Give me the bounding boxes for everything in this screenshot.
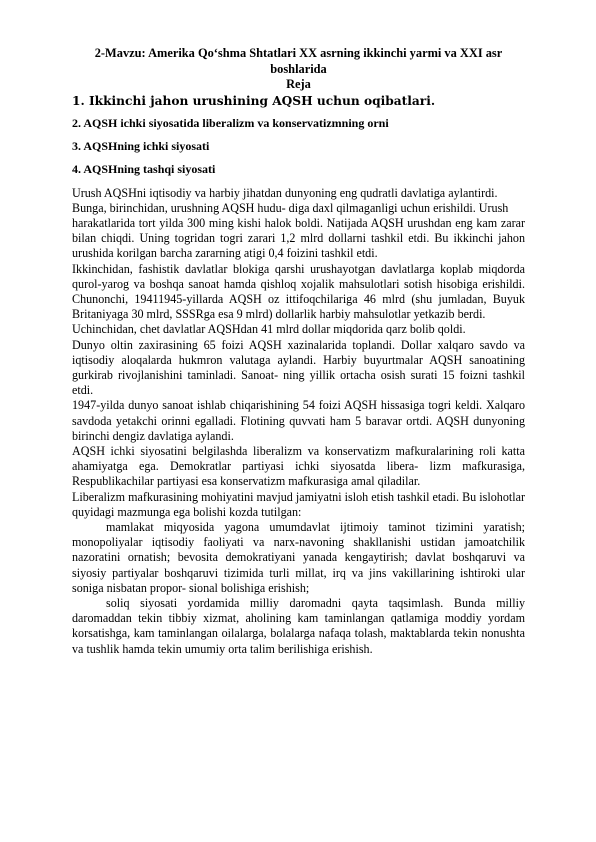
paragraph: mamlakat miqyosida yagona umumdavlat ijtimoiy taminot tizimini yaratish; monopoliyalar iqtisodiy faoliyati va narx-navoning shakllanishi ustidan jamoatchilik nazoratini ornatish; bevosita demokratiyani yanada kengaytirish; davlat boshqaruvi va siyosiy partiyalar boshqaruvi tizimida turli millat, irq va jins vakillarining ishtiroki ular soniga nisbatan propor- sional bolishiga erishish; (72, 520, 525, 595)
outline-item-1: 1. Ikkinchi jahon urushining AQSH uchun oqibatlari. (72, 93, 436, 108)
paragraph: harakatlarida tort yilda 300 ming kishi halok boldi. Natijada AQSH urushdan eng kam zarar bilan chiqdi. Uning togridan togri zarari 1,2 mlrd dollarni tashkil etdi. Bu ikkinchi jahon urushida korilgan barcha zararning atigi 0,4 foizini tashkil etdi. (72, 215, 525, 261)
document-title: 2-Mavzu: Amerika Qo‘shma Shtatlari XX asrning ikkinchi yarmi va XXI asr boshlarida (94, 46, 503, 76)
paragraph: Liberalizm mafkurasining mohiyatini mavjud jamiyatni isloh etish tashkil etadi. Bu islohotlar quyidagi mazmunga ega bolishi kozda tutilgan: (72, 489, 525, 519)
paragraph: Ikkinchidan, fashistik davlatlar blokiga qarshi urushayotgan davlatlarga koplab miqdorda qurol-yarog va boshqa sanoat hamda qishloq xojalik mahsulotlari sotish hisobiga erishildi. Chunonchi, 19411945-yillarda AQSH oz ittifoqchilariga 46 mlrd (shu jumladan, Buyuk Britaniyaga 30 mlrd, SSSRga esa 9 mlrd) dollarlik harbiy mahsulotlar yetkazib berdi. (72, 261, 525, 322)
paragraph: Uchinchidan, chet davlatlar AQSHdan 41 mlrd dollar miqdorida qarz bolib qoldi. (72, 322, 466, 337)
paragraph: AQSH ichki siyosatini belgilashda liberalizm va konservatizm mafkuralarining roli katta ahamiyatga ega. Demokratlar partiyasi ichki siyosatda libera- lizm mafkurasiga, Respublikachilar partiyasi esa konservatizm mafkurasiga amal qiladilar. (72, 444, 525, 489)
plan-outline (72, 94, 525, 177)
paragraph: Urush AQSHni iqtisodiy va harbiy jihatdan dunyoning eng qudratli davlatiga aylantirdi. (72, 185, 498, 200)
paragraph: 1947-yilda dunyo sanoat ishlab chiqarishining 54 foizi AQSH hissasiga togri keldi. Xalqaro savdoda yetakchi orinni egalladi. Flotining quvvati ham 5 baravar ortdi. AQSH dunyoning birinchi dengiz davlatiga aylandi. (72, 398, 525, 443)
plan-heading: Reja (286, 77, 311, 91)
outline-item-4: 4. AQSHning tashqi siyosati (72, 162, 216, 177)
document-body (72, 186, 525, 657)
outline-item-3: 3. AQSHning ichki siyosati (72, 139, 210, 154)
paragraph: Bunga, birinchidan, urushning AQSH hudu- diga daxl qilmaganligi uchun erishildi. Urush (72, 200, 509, 215)
outline-item-2: 2. AQSH ichki siyosatida liberalizm va konservatizmning orni (72, 116, 389, 130)
paragraph: Dunyo oltin zaxirasining 65 foizi AQSH xazinalarida toplandi. Dollar xalqaro savdo va iqtisodiy aloqalarda hukmron valutaga aylandi. Harbiy buyurtmalar AQSH sanoatining gurkirab rivojlanishini taminladi. Sanoat- ning yillik ortacha osish surati 15 foizni tashkil etdi. (72, 337, 525, 398)
paragraph: soliq siyosati yordamida milliy daromadni qayta taqsimlash. Bunda milliy daromaddan tekin tibbiy xizmat, aholining kam taminlangan qatlamiga moddiy yordam korsatishga, kam taminlangan oilalarga, bolalarga nafaqa tolash, maktablarda tekin nonushta va tushlik hamda tekin umumiy orta talim berilishiga erishish. (72, 596, 525, 656)
